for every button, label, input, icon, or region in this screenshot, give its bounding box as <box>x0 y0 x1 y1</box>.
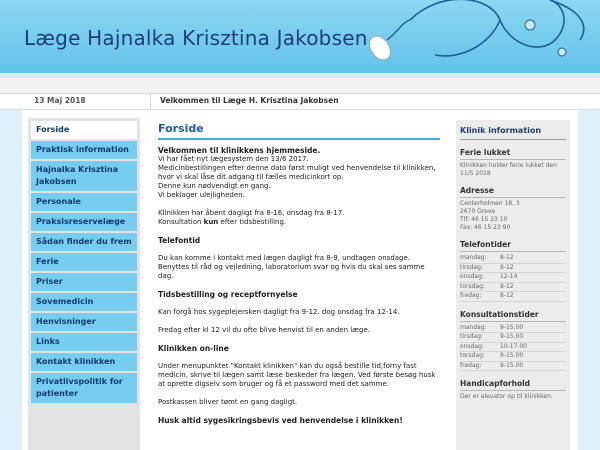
consultation-text: Konsultation kun efter tidsbestilling. <box>158 218 287 226</box>
hours-row: fredag: 8-12 <box>460 292 566 302</box>
fax-number: Fax: 46 15 23 90 <box>460 224 511 231</box>
nav-item-directions[interactable]: Sådan finder du frem <box>31 233 137 251</box>
nav-item-sovemedicin[interactable]: Sovemedicin <box>31 293 137 311</box>
hours-row: onsdag: 12-14 <box>460 273 566 283</box>
intro-line: Vi beklager ulejligheden. <box>158 191 245 199</box>
address-line: 2670 Greve <box>460 208 496 215</box>
hours-row: mandag: 8-12 <box>460 254 566 264</box>
nav-item-ferie[interactable]: Ferie <box>31 253 137 271</box>
bar-divider <box>150 94 151 109</box>
reminder-text: Husk altid sygesikringsbevis ved henvendelse i klinikken! <box>158 416 403 425</box>
nav-item-praktisk-information[interactable]: Praktisk information <box>31 141 137 159</box>
telefontid-text: Du kan komme i kontakt med lægen dagligt fra 8-9, undtagen onsdage. Benyttes til råd og vejledning, laboratorium svar og hvis du skal ses samme dag. <box>158 254 425 280</box>
intro-line: Medicinbestillingen efter denne dato først muligt ved henvendelse til klinikken, hvor vi skal låse dit adgang til fælles medicinkort op. <box>158 164 436 181</box>
sidebar-nav <box>28 118 140 450</box>
clinic-info-panel <box>456 120 570 450</box>
nav-item-praksisreservelaege[interactable]: Praksisreservelæge <box>31 213 137 231</box>
ferie-heading: Ferie lukket <box>460 148 566 160</box>
online-text: Under menupunktet "Kontakt klinikken" kan du også bestille tid,forny fast medicin, skrive til lægen samt læse beskeder fra lægen. Ved første besøg husk at oprette digselv som bruger og få et password med det samme. <box>158 362 436 388</box>
site-title: Læge Hajnalka Krisztina Jakobsen <box>24 26 368 50</box>
info-bar <box>0 93 600 110</box>
welcome-heading: Velkommen til klinikkens hjemmeside. <box>158 146 321 155</box>
handicap-heading: Handicapforhold <box>460 379 566 391</box>
nav-item-doctor[interactable]: Hajnalka Krisztina Jakobsen <box>31 161 137 191</box>
nav-item-personale[interactable]: Personale <box>31 193 137 211</box>
welcome-text: Velkommen til Læge H. Krisztina Jakobsen <box>160 96 339 105</box>
hours-row: tirsdag: 9-15.00 <box>460 333 566 343</box>
header-stripe-gray <box>0 78 600 93</box>
phone-number: Tlf: 46 15 23 10 <box>460 216 508 223</box>
intro-line: Vi har fået nyt lægesystem den 13/6 2017. <box>158 155 309 163</box>
nav-item-kontakt[interactable]: Kontakt klinikken <box>31 353 137 371</box>
site-header <box>0 0 600 73</box>
postkassen-text: Postkassen bliver tømt en gang dagligt. <box>158 398 298 406</box>
hours-row: mandag: 9-15.00 <box>460 324 566 334</box>
right-band <box>578 110 600 450</box>
nav-item-privatlivspolitik[interactable]: Privatlivspolitik for patienter <box>31 373 137 403</box>
telefontider-heading: Telefontider <box>460 240 566 252</box>
current-date: 13 Maj 2018 <box>34 96 86 105</box>
page-title: Forside <box>158 122 440 140</box>
telefontid-heading: Telefontid <box>158 236 201 245</box>
hours-row: torsdag: 8-12 <box>460 283 566 293</box>
tidsbestilling-heading: Tidsbestilling og receptfornyelse <box>158 290 298 299</box>
handicap-text: Der er elevator op til klinikken. <box>460 393 553 400</box>
address-line: Centerholmen 18, 3 <box>460 200 520 207</box>
opening-hours-text: Klinikken har åbent dagligt fra 8-16, onsdag fra 8-17. <box>158 209 345 217</box>
intro-line: Denne kun nødvendigt en gang. <box>158 182 271 190</box>
nav-item-priser[interactable]: Priser <box>31 273 137 291</box>
info-title: Klinik information <box>460 126 566 140</box>
main-content <box>158 122 440 425</box>
hours-row: onsdag: 10-17.00 <box>460 343 566 353</box>
konsultationstider-heading: Konsultationstider <box>460 310 566 322</box>
online-heading: Klinikken on-line <box>158 344 229 353</box>
ferie-text: Klinikken holder ferie lukket den 11/5 2018 <box>460 162 557 177</box>
tidsbestilling-text: Kan forgå hos sygeplejersken dagligt fra 9-12. dog onsdag fra 12-14. <box>158 308 400 316</box>
nav-item-links[interactable]: Links <box>31 333 137 351</box>
hours-row: torsdag: 9-15.00 <box>460 352 566 362</box>
adresse-heading: Adresse <box>460 186 566 198</box>
hours-row: tirsdag: 8-12 <box>460 264 566 274</box>
nav-item-henvisninger[interactable]: Henvisninger <box>31 313 137 331</box>
left-band <box>0 110 22 450</box>
nav-item-forside[interactable]: Forside <box>31 121 137 139</box>
hours-row: fredag: 9-15.00 <box>460 362 566 372</box>
stethoscope-mouse-illustration <box>340 0 600 73</box>
fredag-text: Fredag efter kl 12 vil du ofte blive henvist til en anden læge. <box>158 326 371 334</box>
